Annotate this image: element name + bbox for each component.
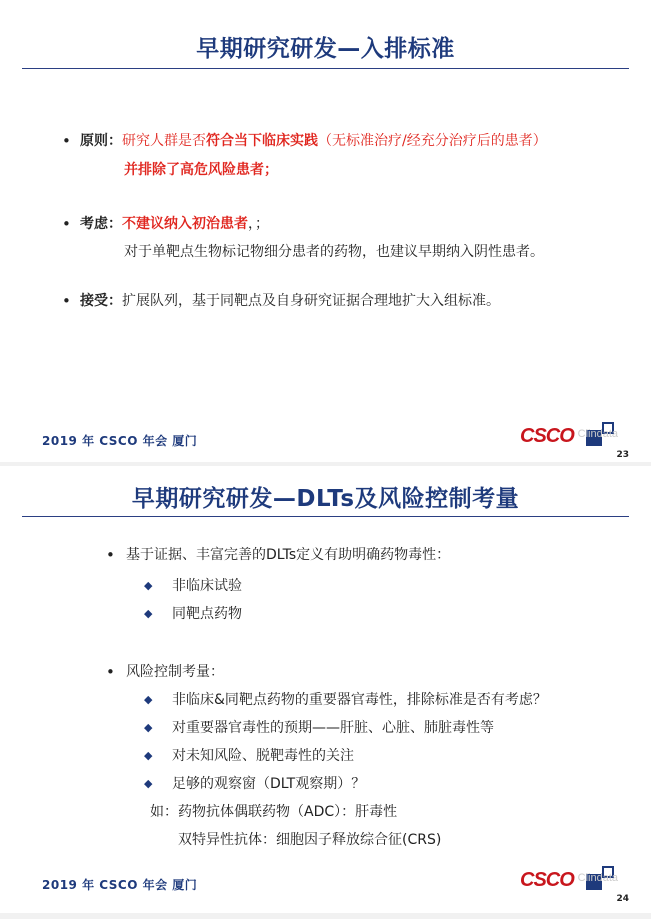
bullet-dot: • bbox=[62, 215, 71, 233]
bullet-consider-cont: 对于单靶点生物标记物细分患者的药物，也建议早期纳入阴性患者。 bbox=[124, 244, 544, 260]
diamond-bullet: ◆ bbox=[144, 777, 153, 790]
title-divider bbox=[22, 516, 629, 517]
text-red-bold: 并 bbox=[124, 162, 138, 178]
bullet-dot: • bbox=[106, 546, 115, 564]
list-item: 同靶点药物 bbox=[172, 606, 242, 622]
list-item: 足够的观察窗（DLT观察期）？ bbox=[172, 776, 366, 792]
footer-conference: 2019 年 CSCO 年会 厦门 bbox=[42, 434, 198, 448]
example-line: 如：药物抗体偶联药物（ADC）：肝毒性 bbox=[150, 804, 398, 820]
bullet-principle bbox=[80, 131, 547, 151]
bullet-dot: • bbox=[106, 663, 115, 681]
bullet-accept bbox=[80, 291, 500, 311]
text-red: （无标准治疗/经充分治疗后的患者） bbox=[318, 133, 547, 149]
list-item: 对未知风险、脱靶毒性的关注 bbox=[172, 748, 354, 764]
section-heading: 基于证据、丰富完善的DLTs定义有助明确药物毒性： bbox=[126, 547, 451, 563]
list-item: 对重要器官毒性的预期——肝脏、心脏、肺脏毒性等 bbox=[172, 720, 494, 736]
slide-title: 早期研究研发—入排标准 bbox=[196, 36, 455, 62]
logo-text: CSCO bbox=[520, 869, 574, 891]
bullet-dot: • bbox=[62, 292, 71, 310]
text-red-bold: 排除了高危风险患者； bbox=[138, 162, 278, 178]
slide-title: 早期研究研发—DLTs及风险控制考量 bbox=[131, 486, 520, 512]
diamond-bullet: ◆ bbox=[144, 579, 153, 592]
text-red-bold: 符合当下临床实践 bbox=[206, 133, 318, 149]
page-number: 24 bbox=[616, 894, 629, 904]
csco-logo bbox=[520, 858, 620, 894]
diamond-bullet: ◆ bbox=[144, 693, 153, 706]
page-number: 23 bbox=[616, 450, 629, 460]
list-item: 非临床&同靶点药物的重要器官毒性，排除标准是否有考虑？ bbox=[172, 692, 547, 708]
bullet-dot: • bbox=[62, 132, 71, 150]
list-item: 非临床试验 bbox=[172, 578, 242, 594]
text-tail: ，； bbox=[248, 216, 269, 232]
csco-logo bbox=[520, 414, 620, 450]
bullet-label: 原则： bbox=[80, 133, 122, 149]
text-red-bold: 不建议纳入初治患者 bbox=[122, 216, 248, 232]
text-red: 研究人群是否 bbox=[122, 133, 206, 149]
watermark: Clindata bbox=[577, 872, 618, 884]
bullet-text: 扩展队列，基于同靶点及自身研究证据合理地扩大入组标准。 bbox=[122, 293, 500, 309]
diamond-bullet: ◆ bbox=[144, 721, 153, 734]
slide-24 bbox=[0, 466, 651, 913]
bullet-principle-cont bbox=[124, 160, 278, 180]
diamond-bullet: ◆ bbox=[144, 749, 153, 762]
logo-text: CSCO bbox=[520, 425, 574, 447]
example-line: 双特异性抗体：细胞因子释放综合征(CRS) bbox=[178, 832, 442, 848]
section-heading: 风险控制考量： bbox=[126, 664, 224, 680]
diamond-bullet: ◆ bbox=[144, 607, 153, 620]
footer-conference: 2019 年 CSCO 年会 厦门 bbox=[42, 878, 198, 892]
watermark: Clindata bbox=[577, 428, 618, 440]
bullet-label: 接受： bbox=[80, 293, 122, 309]
title-divider bbox=[22, 68, 629, 69]
bullet-consider bbox=[80, 214, 269, 234]
bullet-label: 考虑： bbox=[80, 216, 122, 232]
